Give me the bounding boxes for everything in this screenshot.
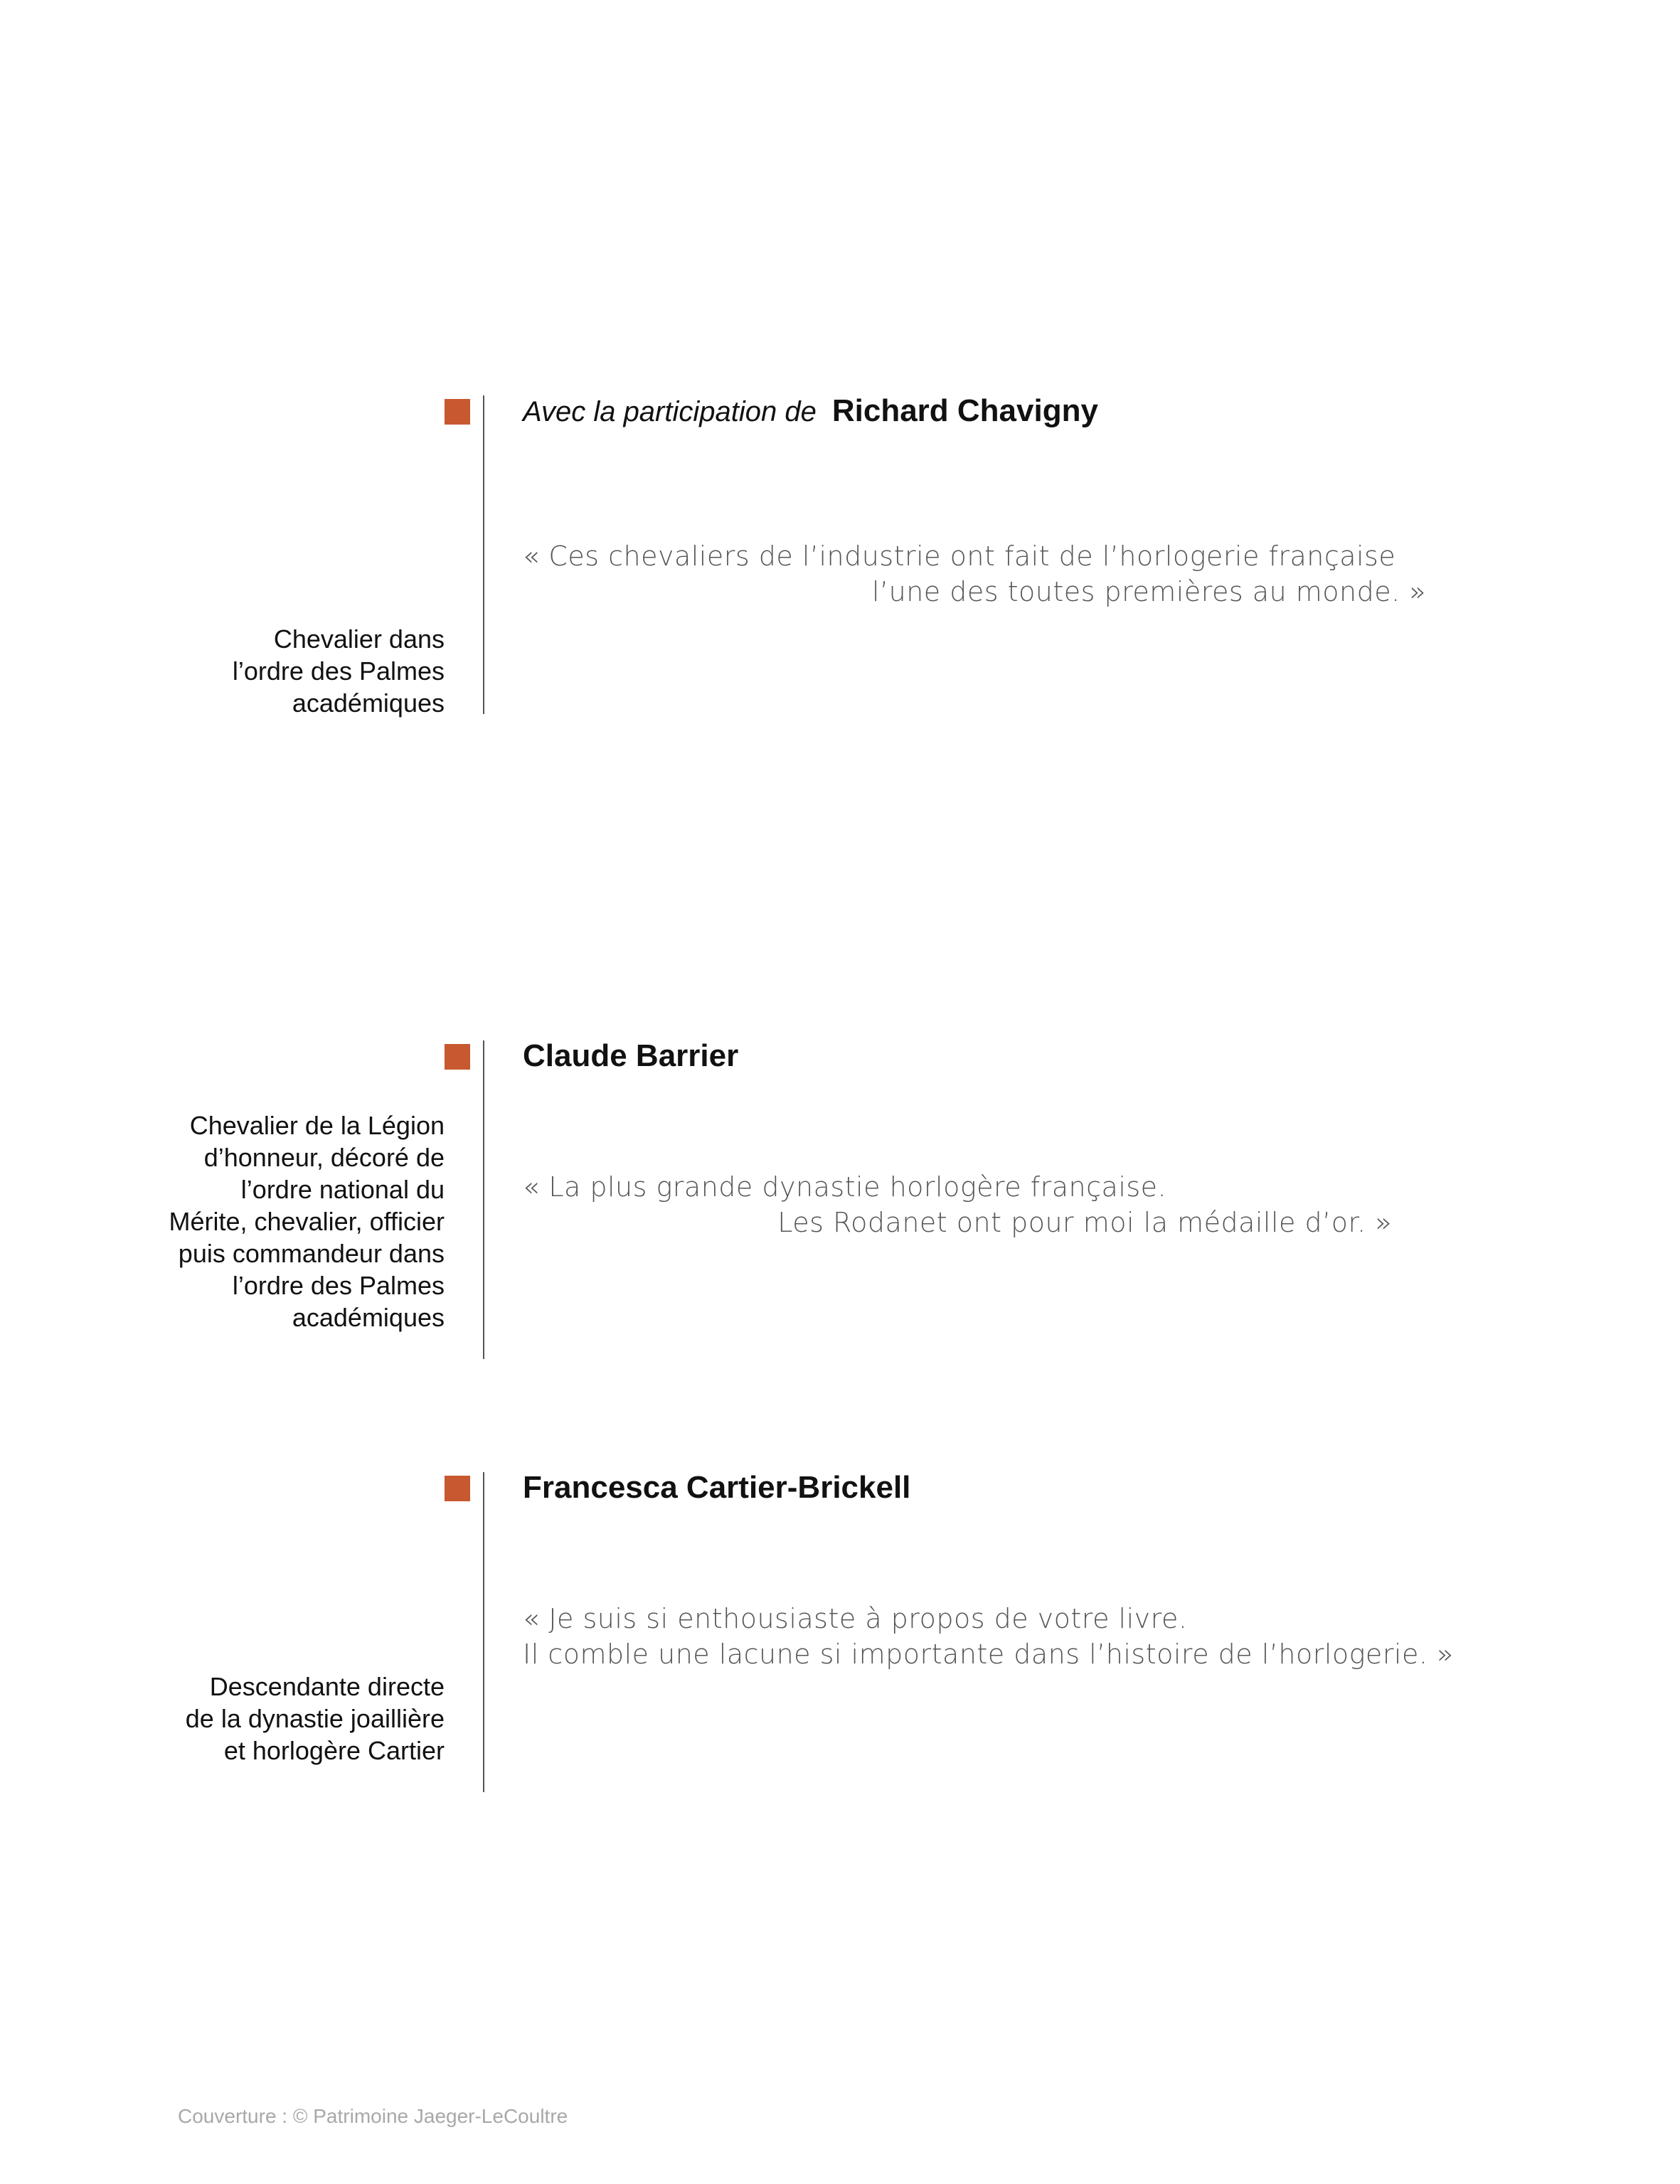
testimonial-quote <box>523 538 1426 609</box>
quote-line-1: « Je suis si enthousiaste à propos de votre livre. <box>523 1603 1188 1634</box>
quote-line-2: Les Rodanet ont pour moi la médaille d’or. » <box>777 1207 1392 1238</box>
person-name: Richard Chavigny <box>831 393 1098 428</box>
quote-line-1: « La plus grande dynastie horlogère française. <box>523 1171 1167 1203</box>
person-name: Claude Barrier <box>523 1038 739 1073</box>
person-name: Francesca Cartier-Brickell <box>523 1470 911 1505</box>
person-caption: Descendante directe de la dynastie joaillière et horlogère Cartier <box>185 1672 445 1765</box>
quote-line-1: « Ces chevaliers de l’industrie ont fait de l’horlogerie française <box>523 540 1396 572</box>
cover-credit: Couverture : © Patrimoine Jaeger-LeCoultre <box>178 2105 568 2127</box>
entry-title <box>523 393 1098 430</box>
vertical-divider <box>483 395 484 714</box>
testimonial-quote <box>523 1601 1454 1672</box>
vertical-divider <box>483 1040 484 1359</box>
testimonial-quote <box>523 1169 1392 1240</box>
person-caption: Chevalier de la Légion d’honneur, décoré de l’ordre national du Mérite, chevalier, officier puis commandeur dans l’ordre des Palmes académiques <box>169 1111 445 1332</box>
vertical-divider <box>483 1472 484 1792</box>
accent-square-marker <box>445 1044 470 1070</box>
accent-square-marker <box>445 399 470 425</box>
quote-line-2: l’une des toutes premières au monde. » <box>871 576 1426 607</box>
participation-intro: Avec la participation de <box>523 396 817 427</box>
quote-line-2: Il comble une lacune si importante dans l’histoire de l’horlogerie. » <box>523 1639 1454 1670</box>
accent-square-marker <box>445 1476 470 1501</box>
person-caption: Chevalier dans l’ordre des Palmes académiques <box>232 624 445 718</box>
